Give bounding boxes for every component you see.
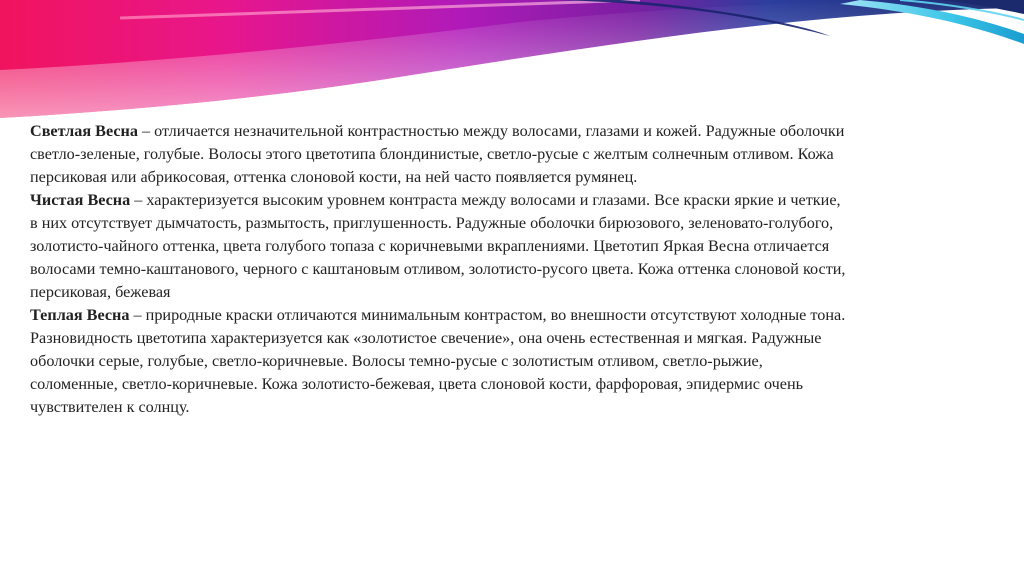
term-light-spring: Светлая Весна <box>30 122 138 140</box>
term-warm-spring: Теплая Весна <box>30 306 130 324</box>
description-clear-spring: – характеризуется высоким уровнем контраста между волосами и глазами. Все краски яркие и четкие, в них отсутствует дымчатость, размытость, приглушенность. Радужные оболочки бирюзового, зеленовато-голубого, золотисто-чайного оттенка, цвета голубого топаза с коричневыми вкраплениями. Цветотип Яркая Весна отличается волосами темно-каштанового, черного с каштановым отливом, золотисто-русого цвета. Кожа оттенка слоновой кости, персиковая, бежевая <box>30 191 846 301</box>
slide-body-text <box>30 120 850 419</box>
paragraph-warm-spring <box>30 304 850 419</box>
description-warm-spring: – природные краски отличаются минимальным контрастом, во внешности отсутствуют холодные тона. Разновидность цветотипа характеризуется как «золотистое свечение», она очень естественная и мягкая. Радужные оболочки серые, голубые, светло-коричневые. Волосы темно-русые с золотистым отливом, светло-рыжие, соломенные, светло-коричневые. Кожа золотисто-бежевая, цвета слоновой кости, фарфоровая, эпидермис очень чувствителен к солнцу. <box>30 306 846 416</box>
paragraph-clear-spring <box>30 189 850 304</box>
description-light-spring: – отличается незначительной контрастностью между волосами, глазами и кожей. Радужные оболочки светло-зеленые, голубые. Волосы этого цветотипа блондинистые, светло-русые с желтым солнечным отливом. Кожа персиковая или абрикосовая, оттенка слоновой кости, на ней часто появляется румянец. <box>30 122 845 186</box>
decorative-swoosh-header <box>0 0 1024 130</box>
paragraph-light-spring <box>30 120 850 189</box>
term-clear-spring: Чистая Весна <box>30 191 131 209</box>
